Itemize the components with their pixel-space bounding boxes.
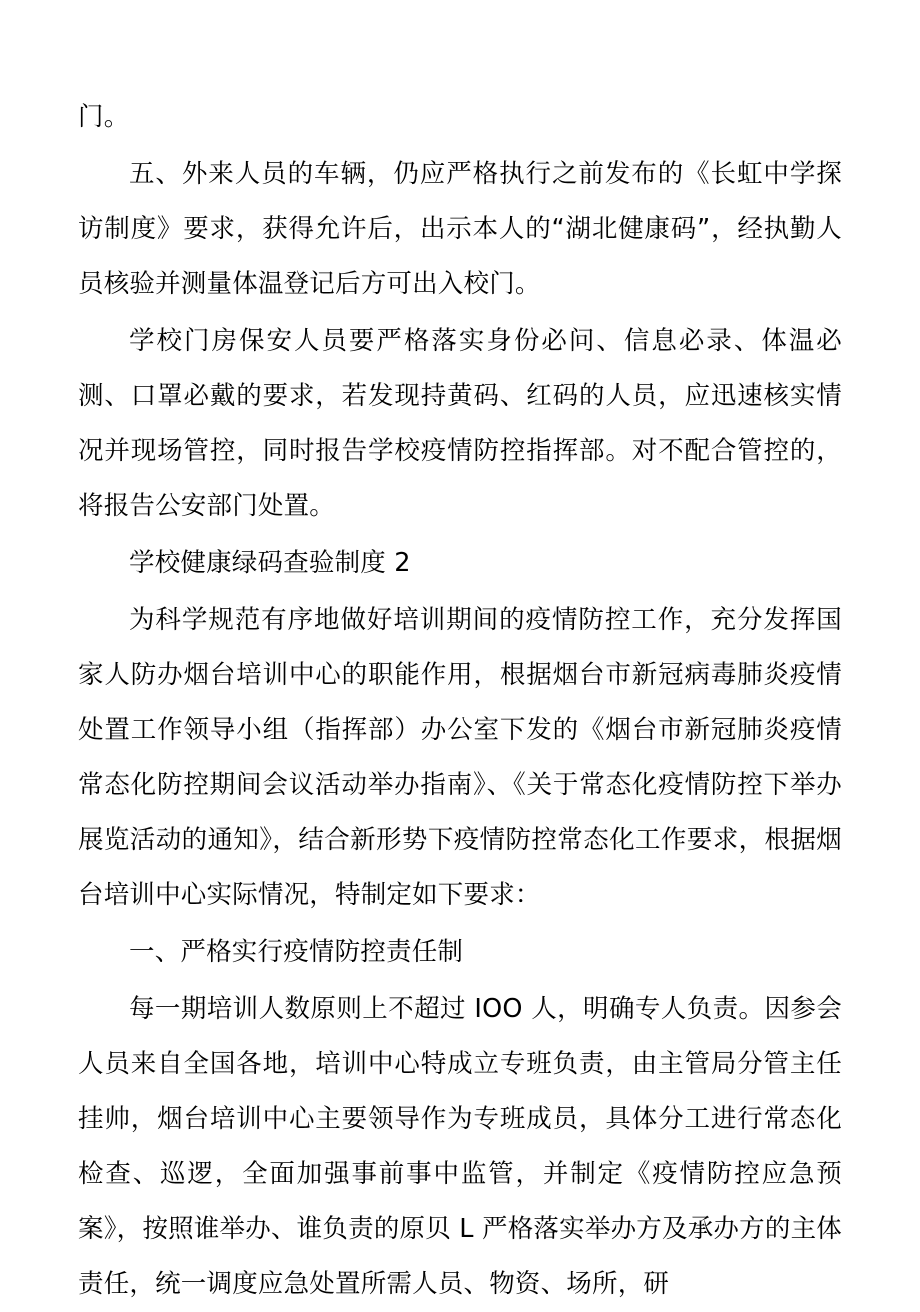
paragraph-continuation-men: 门。 — [78, 102, 130, 132]
section-title-health-green-code-2: 学校健康绿码查验制度 2 — [129, 548, 411, 578]
paragraph-security-requirements: 学校门房保安人员要严格落实身份必问、信息必录、体温必测、口罩必戴的要求，若发现持黄码、红码的人员，应迅速核实情况并现场管控，同时报告学校疫情防控指挥部。对不配合管控的，将报告公安部门处置。 — [78, 326, 842, 521]
paragraph-item-five: 五、外来人员的车辆，仍应严格执行之前发布的《长虹中学探访制度》要求，获得允许后，出示本人的“湖北健康码”，经执勤人员核验并测量体温登记后方可出入校门。 — [78, 159, 842, 299]
paragraph-purpose: 为科学规范有序地做好培训期间的疫情防控工作，充分发挥国家人防办烟台培训中心的职能作用，根据烟台市新冠病毒肺炎疫情处置工作领导小组（指挥部）办公室下发的《烟台市新冠肺炎疫情常态化防控期间会议活动举办指南》、《关于常态化疫情防控下举办展览活动的通知》，结合新形势下疫情防控常态化工作要求，根据烟台培训中心实际情况，特制定如下要求： — [78, 605, 842, 910]
document-body — [78, 90, 842, 1312]
paragraph-item-one-heading: 一、严格实行疫情防控责任制 — [129, 937, 464, 967]
paragraph-item-one-body: 每一期培训人数原则上不超过 IOO 人，明确专人负责。因参会人员来自全国各地，培训中心特成立专班负责，由主管局分管主任挂帅，烟台培训中心主要领导作为专班成员，具体分工进行常态化检查、巡逻，全面加强事前事中监管，并制定《疫情防控应急预案》，按照谁举办、谁负责的原贝 L 严格落实举办方及承办方的主体责任，统一调度应急处置所需人员、物资、场所，研 — [78, 994, 842, 1299]
